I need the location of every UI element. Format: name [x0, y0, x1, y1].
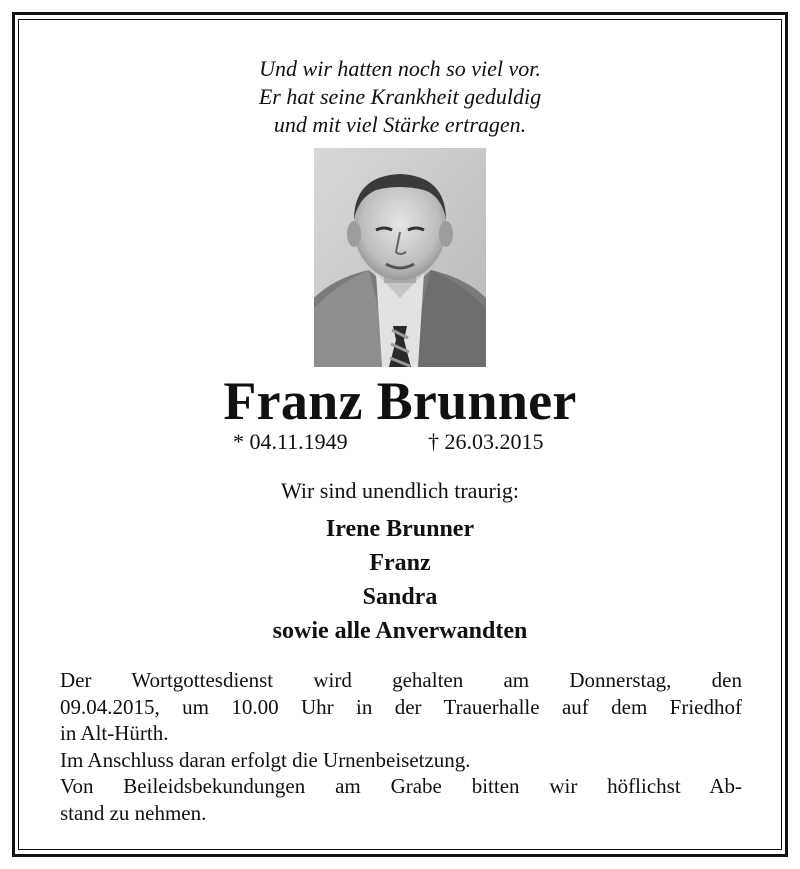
- mourners-list: [0, 512, 800, 648]
- mourner-name: Irene Brunner: [325, 516, 475, 542]
- notice-line: 09.04.2015, um 10.00 Uhr in der Trauerhalle auf dem Friedhof: [60, 694, 742, 719]
- deceased-name: Franz Brunner: [223, 371, 577, 431]
- portrait-photo: [314, 148, 486, 367]
- service-notice: [60, 667, 742, 826]
- notice-line: in Alt-Hürth.: [60, 721, 169, 745]
- notice-line: Im Anschluss daran erfolgt die Urnenbeisetzung.: [60, 747, 471, 772]
- notice-line: stand zu nehmen.: [60, 800, 207, 825]
- mourner-name: Franz: [369, 550, 431, 576]
- notice-line: Der Wortgottesdienst wird gehalten am Donnerstag, den: [60, 668, 742, 692]
- death-date: † 26.03.2015: [428, 429, 544, 454]
- quote-line: und mit viel Stärke ertragen.: [273, 112, 527, 137]
- memorial-quote: [0, 55, 800, 139]
- mourning-intro: Wir sind unendlich traurig:: [280, 478, 519, 503]
- quote-line: Er hat seine Krankheit geduldig: [258, 84, 542, 109]
- birth-date: * 04.11.1949: [233, 429, 348, 454]
- notice-line: Von Beileidsbekundungen am Grabe bitten wir höflichst Ab-: [60, 774, 742, 798]
- quote-line: Und wir hatten noch so viel vor.: [259, 56, 541, 81]
- mourner-name: sowie alle Anverwandten: [272, 618, 528, 644]
- mourner-name: Sandra: [362, 584, 438, 610]
